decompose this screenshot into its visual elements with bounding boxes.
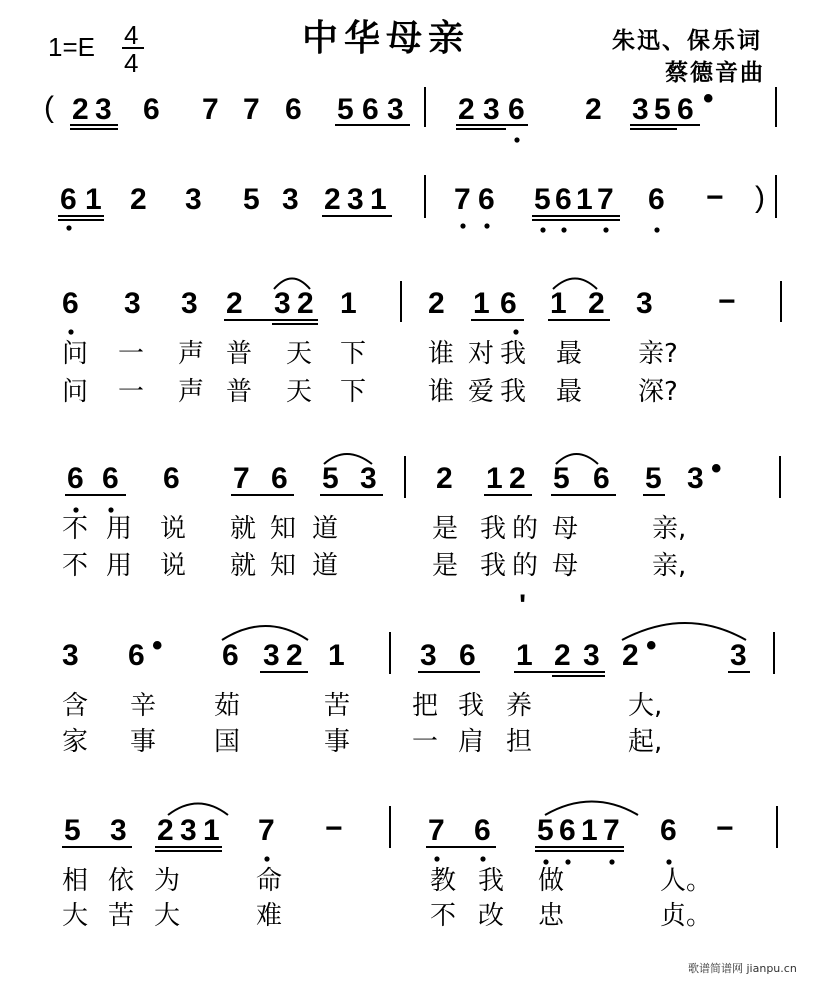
low-octave-dot bbox=[108, 507, 113, 512]
watermark: 歌谱简谱网 jianpu.cn bbox=[688, 962, 797, 975]
lyric-char: 我 bbox=[500, 377, 527, 407]
lyric-char: 母 bbox=[552, 551, 579, 581]
note: 6 bbox=[128, 639, 145, 672]
note: 7 bbox=[202, 93, 219, 126]
lyric-char: 声 bbox=[178, 339, 205, 369]
note: 1 bbox=[516, 639, 533, 672]
lyric-char: 下 bbox=[340, 339, 367, 369]
lyric-char: 爱 bbox=[468, 377, 495, 407]
lyric-char: 问 bbox=[62, 339, 89, 369]
note: 6 bbox=[362, 93, 379, 126]
note: 2 bbox=[428, 287, 445, 320]
lyric-char: 不 bbox=[62, 551, 89, 581]
note: 2 bbox=[585, 93, 602, 126]
lyric-char: 就 bbox=[230, 514, 257, 544]
lyric-char: 贞。 bbox=[660, 901, 713, 931]
lyric-char: 普 bbox=[226, 339, 253, 369]
note: 6 bbox=[271, 462, 288, 495]
close-paren: ) bbox=[755, 181, 765, 214]
lyric-char: 苦 bbox=[108, 901, 135, 931]
lyrics-row-5-verse-2 bbox=[62, 727, 662, 757]
note: 6 bbox=[143, 93, 160, 126]
note: 2 bbox=[297, 287, 314, 320]
note: 5 bbox=[654, 93, 671, 126]
low-octave-dot bbox=[540, 227, 545, 232]
lyric-char: 相 bbox=[62, 866, 89, 896]
note: 2 bbox=[554, 639, 571, 672]
low-octave-dot bbox=[666, 859, 671, 864]
low-octave-dot bbox=[484, 223, 489, 228]
note: 1 bbox=[85, 183, 102, 216]
note: 1 bbox=[473, 287, 490, 320]
low-octave-dot bbox=[609, 859, 614, 864]
lyric-char: 知 bbox=[270, 551, 297, 581]
low-octave-dot bbox=[543, 859, 548, 864]
lyric-char: 含 bbox=[62, 691, 89, 721]
note: 1 bbox=[203, 814, 220, 847]
note: 7 bbox=[243, 93, 260, 126]
lyrics-row-4-verse-1 bbox=[62, 514, 686, 544]
note: 2 bbox=[622, 639, 639, 672]
lyric-char: 人。 bbox=[660, 866, 713, 896]
lyric-char: 为 bbox=[154, 866, 181, 896]
lyric-char: 大 bbox=[62, 901, 89, 931]
low-octave-dot bbox=[565, 859, 570, 864]
note: 1 bbox=[581, 814, 598, 847]
score-row-3 bbox=[62, 279, 781, 335]
lyric-char: 天 bbox=[286, 339, 313, 369]
lyric-char: 我 bbox=[478, 866, 505, 896]
low-octave-dot bbox=[66, 225, 71, 230]
note: 2 bbox=[458, 93, 475, 126]
note: 5 bbox=[337, 93, 354, 126]
note: 5 bbox=[537, 814, 554, 847]
score-row-6 bbox=[62, 802, 777, 865]
score-row-2 bbox=[58, 175, 776, 233]
note: 6 bbox=[478, 183, 495, 216]
low-octave-dot bbox=[654, 227, 659, 232]
lyric-char: 养 bbox=[506, 691, 533, 721]
note: 3 bbox=[636, 287, 653, 320]
lyric-char: 担 bbox=[506, 727, 533, 757]
lyric-char: 对 bbox=[468, 339, 495, 369]
lyric-char: 家 bbox=[62, 727, 89, 757]
lyric-char: 的 bbox=[512, 551, 539, 581]
lyric-char: 普 bbox=[226, 377, 253, 407]
lyric-char: 一 bbox=[118, 377, 145, 407]
note: 7 bbox=[454, 183, 471, 216]
lyric-char: 茹 bbox=[214, 691, 241, 721]
low-octave-dot bbox=[513, 329, 518, 334]
note: 3 bbox=[62, 639, 79, 672]
lyric-char: 辛 bbox=[130, 691, 157, 721]
lyric-char: 是 bbox=[432, 551, 459, 581]
low-octave-dot bbox=[603, 227, 608, 232]
lyrics-row-6-verse-1 bbox=[62, 866, 712, 896]
lyric-char: 教 bbox=[430, 866, 457, 896]
low-octave-dot bbox=[514, 137, 519, 142]
note: 6 bbox=[474, 814, 491, 847]
note: 6 bbox=[593, 462, 610, 495]
note: 1 bbox=[328, 639, 345, 672]
low-octave-dot bbox=[460, 223, 465, 228]
note: 2 bbox=[436, 462, 453, 495]
low-octave-dot bbox=[480, 856, 485, 861]
note: 3 bbox=[632, 93, 649, 126]
lyric-char: 一 bbox=[118, 339, 145, 369]
lyric-char: 亲, bbox=[652, 551, 687, 581]
lyric-char: 命 bbox=[256, 866, 283, 896]
lyrics-row-3-verse-1 bbox=[62, 339, 678, 369]
note: 2 bbox=[157, 814, 174, 847]
lyrics-row-5-verse-1 bbox=[62, 691, 662, 721]
lyric-char: 最 bbox=[556, 377, 583, 407]
note: 7 bbox=[428, 814, 445, 847]
lyric-char: 最 bbox=[556, 339, 583, 369]
note: 3 bbox=[124, 287, 141, 320]
lyric-char: 的 bbox=[512, 514, 539, 544]
open-paren: ( bbox=[44, 91, 54, 124]
note: 7 bbox=[597, 183, 614, 216]
note: 3 bbox=[687, 462, 704, 495]
score-row-1 bbox=[44, 82, 776, 143]
lyrics-row-3-verse-2 bbox=[62, 377, 678, 407]
augmentation-dot: • bbox=[703, 82, 714, 115]
note: 3 bbox=[360, 462, 377, 495]
note: 1 bbox=[370, 183, 387, 216]
note: 3 bbox=[181, 287, 198, 320]
lyric-char: 天 bbox=[286, 377, 313, 407]
lyric-char: 是 bbox=[432, 514, 459, 544]
note: 7 bbox=[258, 814, 275, 847]
lyric-char: 难 bbox=[256, 901, 283, 931]
lyric-char: 我 bbox=[458, 691, 485, 721]
note: 1 bbox=[576, 183, 593, 216]
note: 6 bbox=[67, 462, 84, 495]
note: 2 bbox=[130, 183, 147, 216]
note: 5 bbox=[645, 462, 662, 495]
note: 3 bbox=[274, 287, 291, 320]
lyrics-row-6-verse-2 bbox=[62, 901, 712, 931]
note: 6 bbox=[559, 814, 576, 847]
slur bbox=[545, 802, 638, 816]
note: 6 bbox=[102, 462, 119, 495]
lyric-char: 我 bbox=[480, 514, 507, 544]
note: 1 bbox=[486, 462, 503, 495]
lyric-char: 道 bbox=[312, 551, 339, 581]
note: 6 bbox=[222, 639, 239, 672]
note: 3 bbox=[95, 93, 112, 126]
note: 6 bbox=[60, 183, 77, 216]
note: 6 bbox=[555, 183, 572, 216]
lyric-char: 大, bbox=[628, 691, 663, 721]
lyric-char: 我 bbox=[500, 339, 527, 369]
time-signature-bottom: 4 bbox=[124, 48, 139, 78]
low-octave-dot bbox=[68, 329, 73, 334]
lyric-char: 不 bbox=[430, 901, 457, 931]
lyric-char: 用 bbox=[106, 514, 133, 544]
note: 6 bbox=[508, 93, 525, 126]
augmentation-dot: • bbox=[711, 452, 722, 485]
lyric-char: 做 bbox=[538, 866, 565, 896]
note: 3 bbox=[347, 183, 364, 216]
lyric-char: 起, bbox=[628, 727, 663, 757]
time-signature-top: 4 bbox=[124, 20, 139, 50]
lyric-char: 下 bbox=[340, 377, 367, 407]
lyric-char: 知 bbox=[270, 514, 297, 544]
note: 1 bbox=[550, 287, 567, 320]
score-row-5 bbox=[62, 589, 774, 676]
note: 7 bbox=[603, 814, 620, 847]
breath-mark: ' bbox=[519, 589, 527, 622]
note: 2 bbox=[226, 287, 243, 320]
lyric-char: 事 bbox=[130, 727, 157, 757]
lyric-char: 道 bbox=[312, 514, 339, 544]
dash: − bbox=[716, 812, 734, 845]
lyrics-row-4-verse-2 bbox=[62, 551, 686, 581]
lyric-char: 大 bbox=[154, 901, 181, 931]
lyric-char: 说 bbox=[160, 514, 187, 544]
lyric-char: 肩 bbox=[458, 727, 485, 757]
slur bbox=[622, 623, 746, 640]
lyric-char: 声 bbox=[178, 377, 205, 407]
lyric-char: 依 bbox=[108, 866, 135, 896]
note: 3 bbox=[110, 814, 127, 847]
dash: − bbox=[706, 181, 724, 214]
lyric-char: 就 bbox=[230, 551, 257, 581]
key-signature: 1=E bbox=[48, 32, 95, 62]
note: 2 bbox=[72, 93, 89, 126]
note: 3 bbox=[282, 183, 299, 216]
lyric-char: 母 bbox=[552, 514, 579, 544]
note: 2 bbox=[509, 462, 526, 495]
lyric-char: 深? bbox=[638, 377, 678, 407]
lyric-char: 改 bbox=[478, 901, 505, 931]
lyric-char: 问 bbox=[62, 377, 89, 407]
lyric-char: 谁 bbox=[428, 377, 455, 407]
low-octave-dot bbox=[264, 856, 269, 861]
note: 2 bbox=[324, 183, 341, 216]
note: 3 bbox=[420, 639, 437, 672]
lyric-char: 不 bbox=[62, 514, 89, 544]
lyric-char: 一 bbox=[412, 727, 439, 757]
note: 6 bbox=[648, 183, 665, 216]
note: 3 bbox=[483, 93, 500, 126]
note: 3 bbox=[583, 639, 600, 672]
augmentation-dot: • bbox=[152, 629, 163, 662]
note: 6 bbox=[677, 93, 694, 126]
song-title: 中华母亲 bbox=[302, 18, 471, 59]
note: 7 bbox=[233, 462, 250, 495]
note: 5 bbox=[64, 814, 81, 847]
note: 3 bbox=[730, 639, 747, 672]
note: 6 bbox=[163, 462, 180, 495]
low-octave-dot bbox=[561, 227, 566, 232]
note: 5 bbox=[553, 462, 570, 495]
note: 3 bbox=[263, 639, 280, 672]
note: 3 bbox=[185, 183, 202, 216]
note: 5 bbox=[243, 183, 260, 216]
slur bbox=[222, 626, 308, 640]
dash: − bbox=[718, 285, 736, 318]
lyricist-credit: 朱迅、保乐词 bbox=[612, 28, 762, 54]
lyric-char: 用 bbox=[106, 551, 133, 581]
note: 3 bbox=[387, 93, 404, 126]
composer-credit: 蔡德音曲 bbox=[665, 60, 765, 86]
note: 5 bbox=[534, 183, 551, 216]
dash: − bbox=[325, 812, 343, 845]
low-octave-dot bbox=[434, 856, 439, 861]
lyric-char: 我 bbox=[480, 551, 507, 581]
lyric-char: 苦 bbox=[324, 691, 351, 721]
note: 6 bbox=[459, 639, 476, 672]
note: 1 bbox=[340, 287, 357, 320]
low-octave-dot bbox=[73, 507, 78, 512]
note: 3 bbox=[180, 814, 197, 847]
note: 2 bbox=[286, 639, 303, 672]
note: 2 bbox=[588, 287, 605, 320]
lyric-char: 国 bbox=[214, 727, 241, 757]
note: 6 bbox=[660, 814, 677, 847]
lyric-char: 说 bbox=[160, 551, 187, 581]
lyric-char: 谁 bbox=[428, 339, 455, 369]
lyric-char: 亲? bbox=[638, 339, 678, 369]
lyric-char: 亲, bbox=[652, 514, 687, 544]
note: 6 bbox=[285, 93, 302, 126]
lyric-char: 忠 bbox=[538, 901, 565, 931]
note: 5 bbox=[322, 462, 339, 495]
note: 6 bbox=[500, 287, 517, 320]
score-row-4 bbox=[65, 452, 780, 513]
augmentation-dot: • bbox=[646, 629, 657, 662]
lyric-char: 事 bbox=[324, 727, 351, 757]
lyric-char: 把 bbox=[412, 691, 439, 721]
note: 6 bbox=[62, 287, 79, 320]
